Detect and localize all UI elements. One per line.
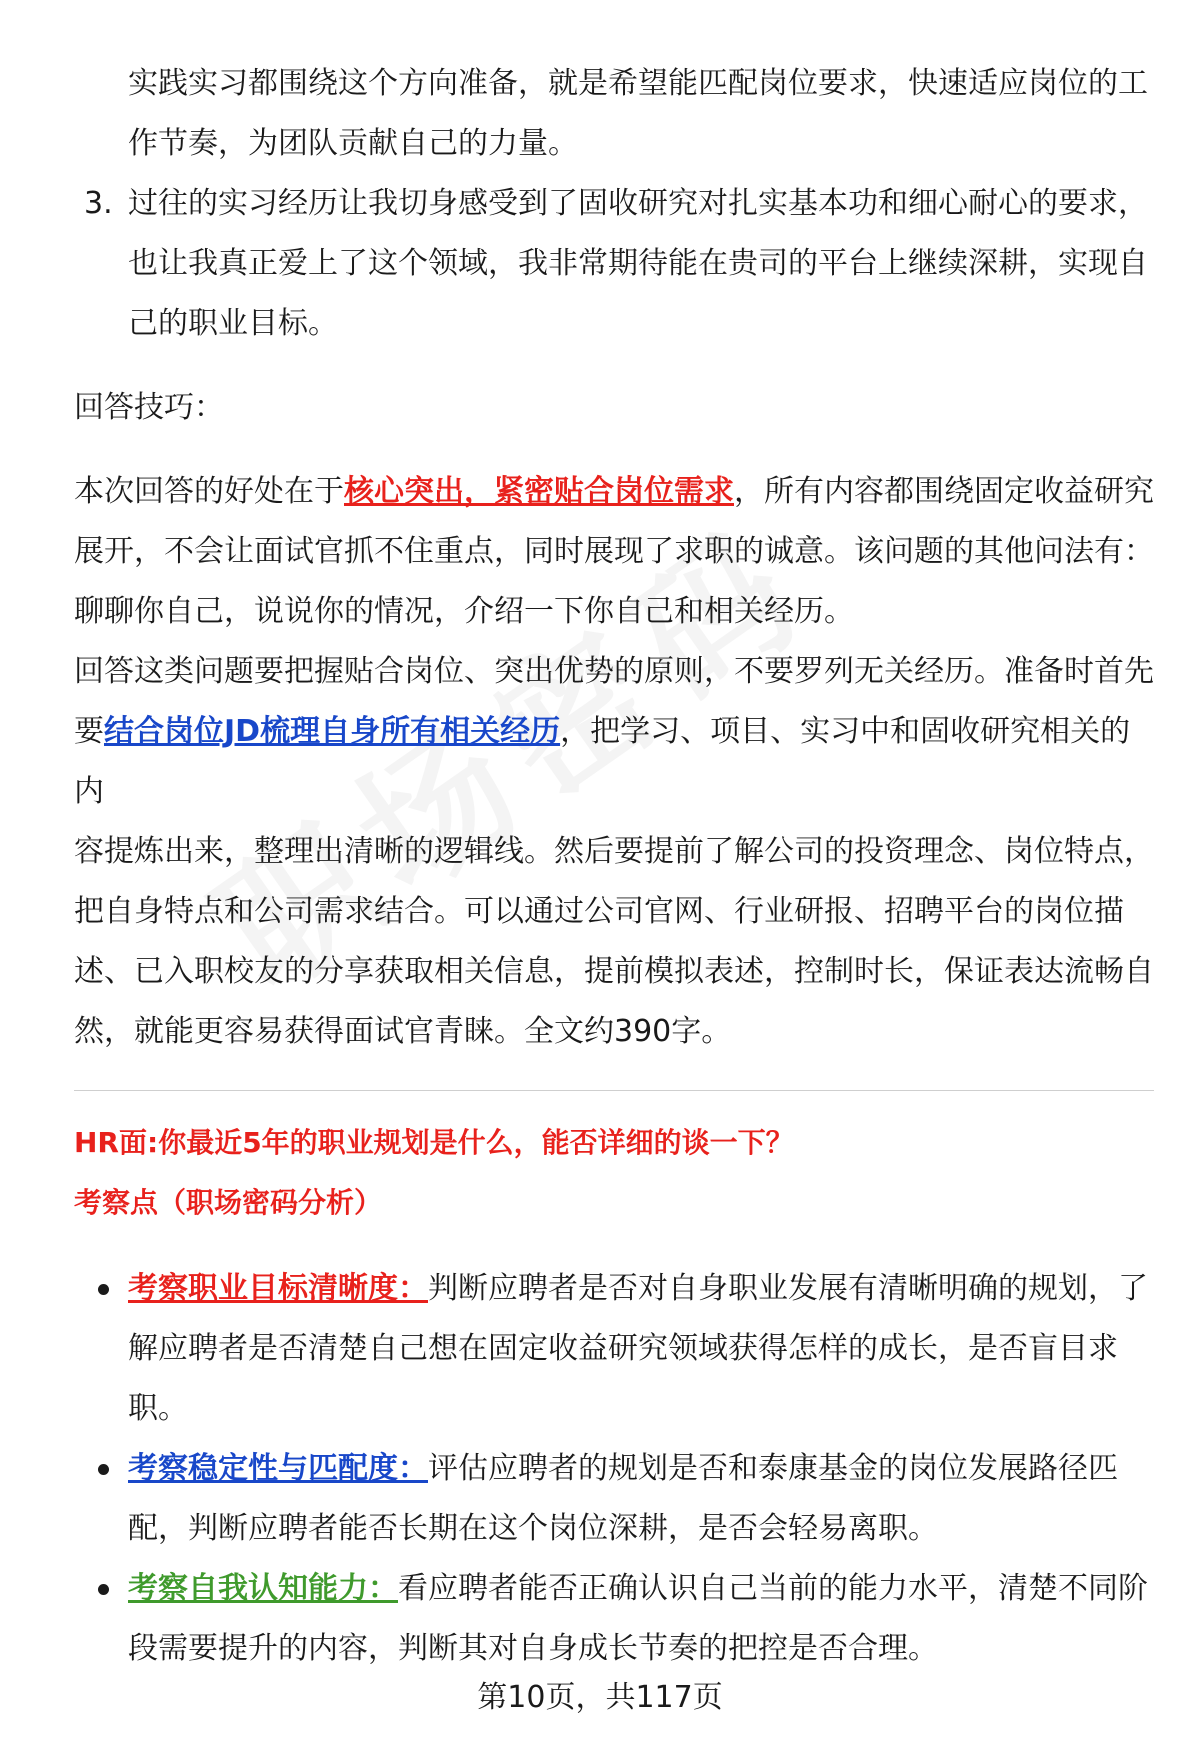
text-line: 己的职业目标。 (128, 306, 338, 341)
text-line: 也让我真正爱上了这个领域，我非常期待能在贵司的平台上继续深耕，实现自 (128, 246, 1148, 281)
question-subtitle: 考察点（职场密码分析） (74, 1186, 383, 1219)
divider (74, 1090, 1154, 1091)
bullet-list (74, 1259, 1154, 1679)
bullet-dot-icon (98, 1284, 109, 1295)
text-span: ，所有内容都围绕固定收益研究 (734, 474, 1154, 509)
text-line: 容提炼出来，整理出清晰的逻辑线。然后要提前了解公司的投资理念、岗位特点， (74, 834, 1154, 869)
page-number: 第10页，共117页 (477, 1680, 723, 1715)
text-line: 段需要提升的内容，判断其对自身成长节奏的把控是否合理。 (128, 1631, 938, 1666)
bullet-dot-icon (98, 1464, 109, 1475)
list-number: 3. (84, 186, 113, 221)
text-span: 评估应聘者的规划是否和泰康基金的岗位发展路径匹 (428, 1451, 1118, 1486)
text-span: 看应聘者能否正确认识自己当前的能力水平，清楚不同阶 (398, 1571, 1148, 1606)
text-line: 然，就能更容易获得面试官青睐。全文约390字。 (74, 1014, 732, 1049)
highlight-core: 核心突出，紧密贴合岗位需求 (344, 474, 734, 509)
text-span: ，把学习、项目、实习中和固收研究相关的内 (74, 714, 1131, 809)
question-title: HR面:你最近5年的职业规划是什么，能否详细的谈一下？ (74, 1126, 794, 1159)
text-line (128, 1259, 1154, 1319)
text-line: 实践实习都围绕这个方向准备，就是希望能匹配岗位要求，快速适应岗位的工 (128, 66, 1148, 101)
text-line: 展开，不会让面试官抓不住重点，同时展现了求职的诚意。该问题的其他问法有： (74, 534, 1154, 569)
highlight-jd: 结合岗位JD梳理自身所有相关经历 (104, 714, 561, 749)
continuation-paragraph (74, 54, 1154, 174)
text-line: 把自身特点和公司需求结合。可以通过公司官网、行业研报、招聘平台的岗位描 (74, 894, 1124, 929)
tips-paragraph-2 (74, 642, 1154, 1062)
text-line: 聊聊你自己，说说你的情况，介绍一下你自己和相关经历。 (74, 594, 854, 629)
text-line: 作节奏，为团队贡献自己的力量。 (128, 126, 578, 161)
list-item (74, 1559, 1154, 1679)
text-line (128, 1559, 1154, 1619)
text-line (74, 702, 1154, 822)
text-line (128, 1439, 1154, 1499)
text-span: 判断应聘者是否对自身职业发展有清晰明确的规划，了 (428, 1271, 1148, 1306)
bullet-dot-icon (98, 1584, 109, 1595)
text-line: 解应聘者是否清楚自己想在固定收益研究领域获得怎样的成长，是否盲目求 (128, 1331, 1118, 1366)
list-item (74, 1259, 1154, 1439)
bullet-label: 考察职业目标清晰度： (128, 1271, 428, 1306)
text-line: 职。 (128, 1391, 188, 1426)
text-line: 过往的实习经历让我切身感受到了固收研究对扎实基本功和细心耐心的要求， (128, 186, 1148, 221)
document-page (74, 54, 1154, 1679)
tips-paragraph-1 (74, 462, 1154, 642)
text-span: 要 (74, 714, 104, 749)
list-item-3 (74, 174, 1154, 354)
list-item (74, 1439, 1154, 1559)
text-span: 本次回答的好处在于 (74, 474, 344, 509)
text-line: 述、已入职校友的分享获取相关信息，提前模拟表述，控制时长，保证表达流畅自 (74, 954, 1154, 989)
text-line (74, 462, 1154, 522)
bullet-label: 考察稳定性与匹配度： (128, 1451, 428, 1486)
bullet-label: 考察自我认知能力： (128, 1571, 398, 1606)
tips-heading: 回答技巧： (74, 390, 224, 425)
text-line: 回答这类问题要把握贴合岗位、突出优势的原则，不要罗列无关经历。准备时首先 (74, 654, 1154, 689)
text-line: 配，判断应聘者能否长期在这个岗位深耕，是否会轻易离职。 (128, 1511, 938, 1546)
